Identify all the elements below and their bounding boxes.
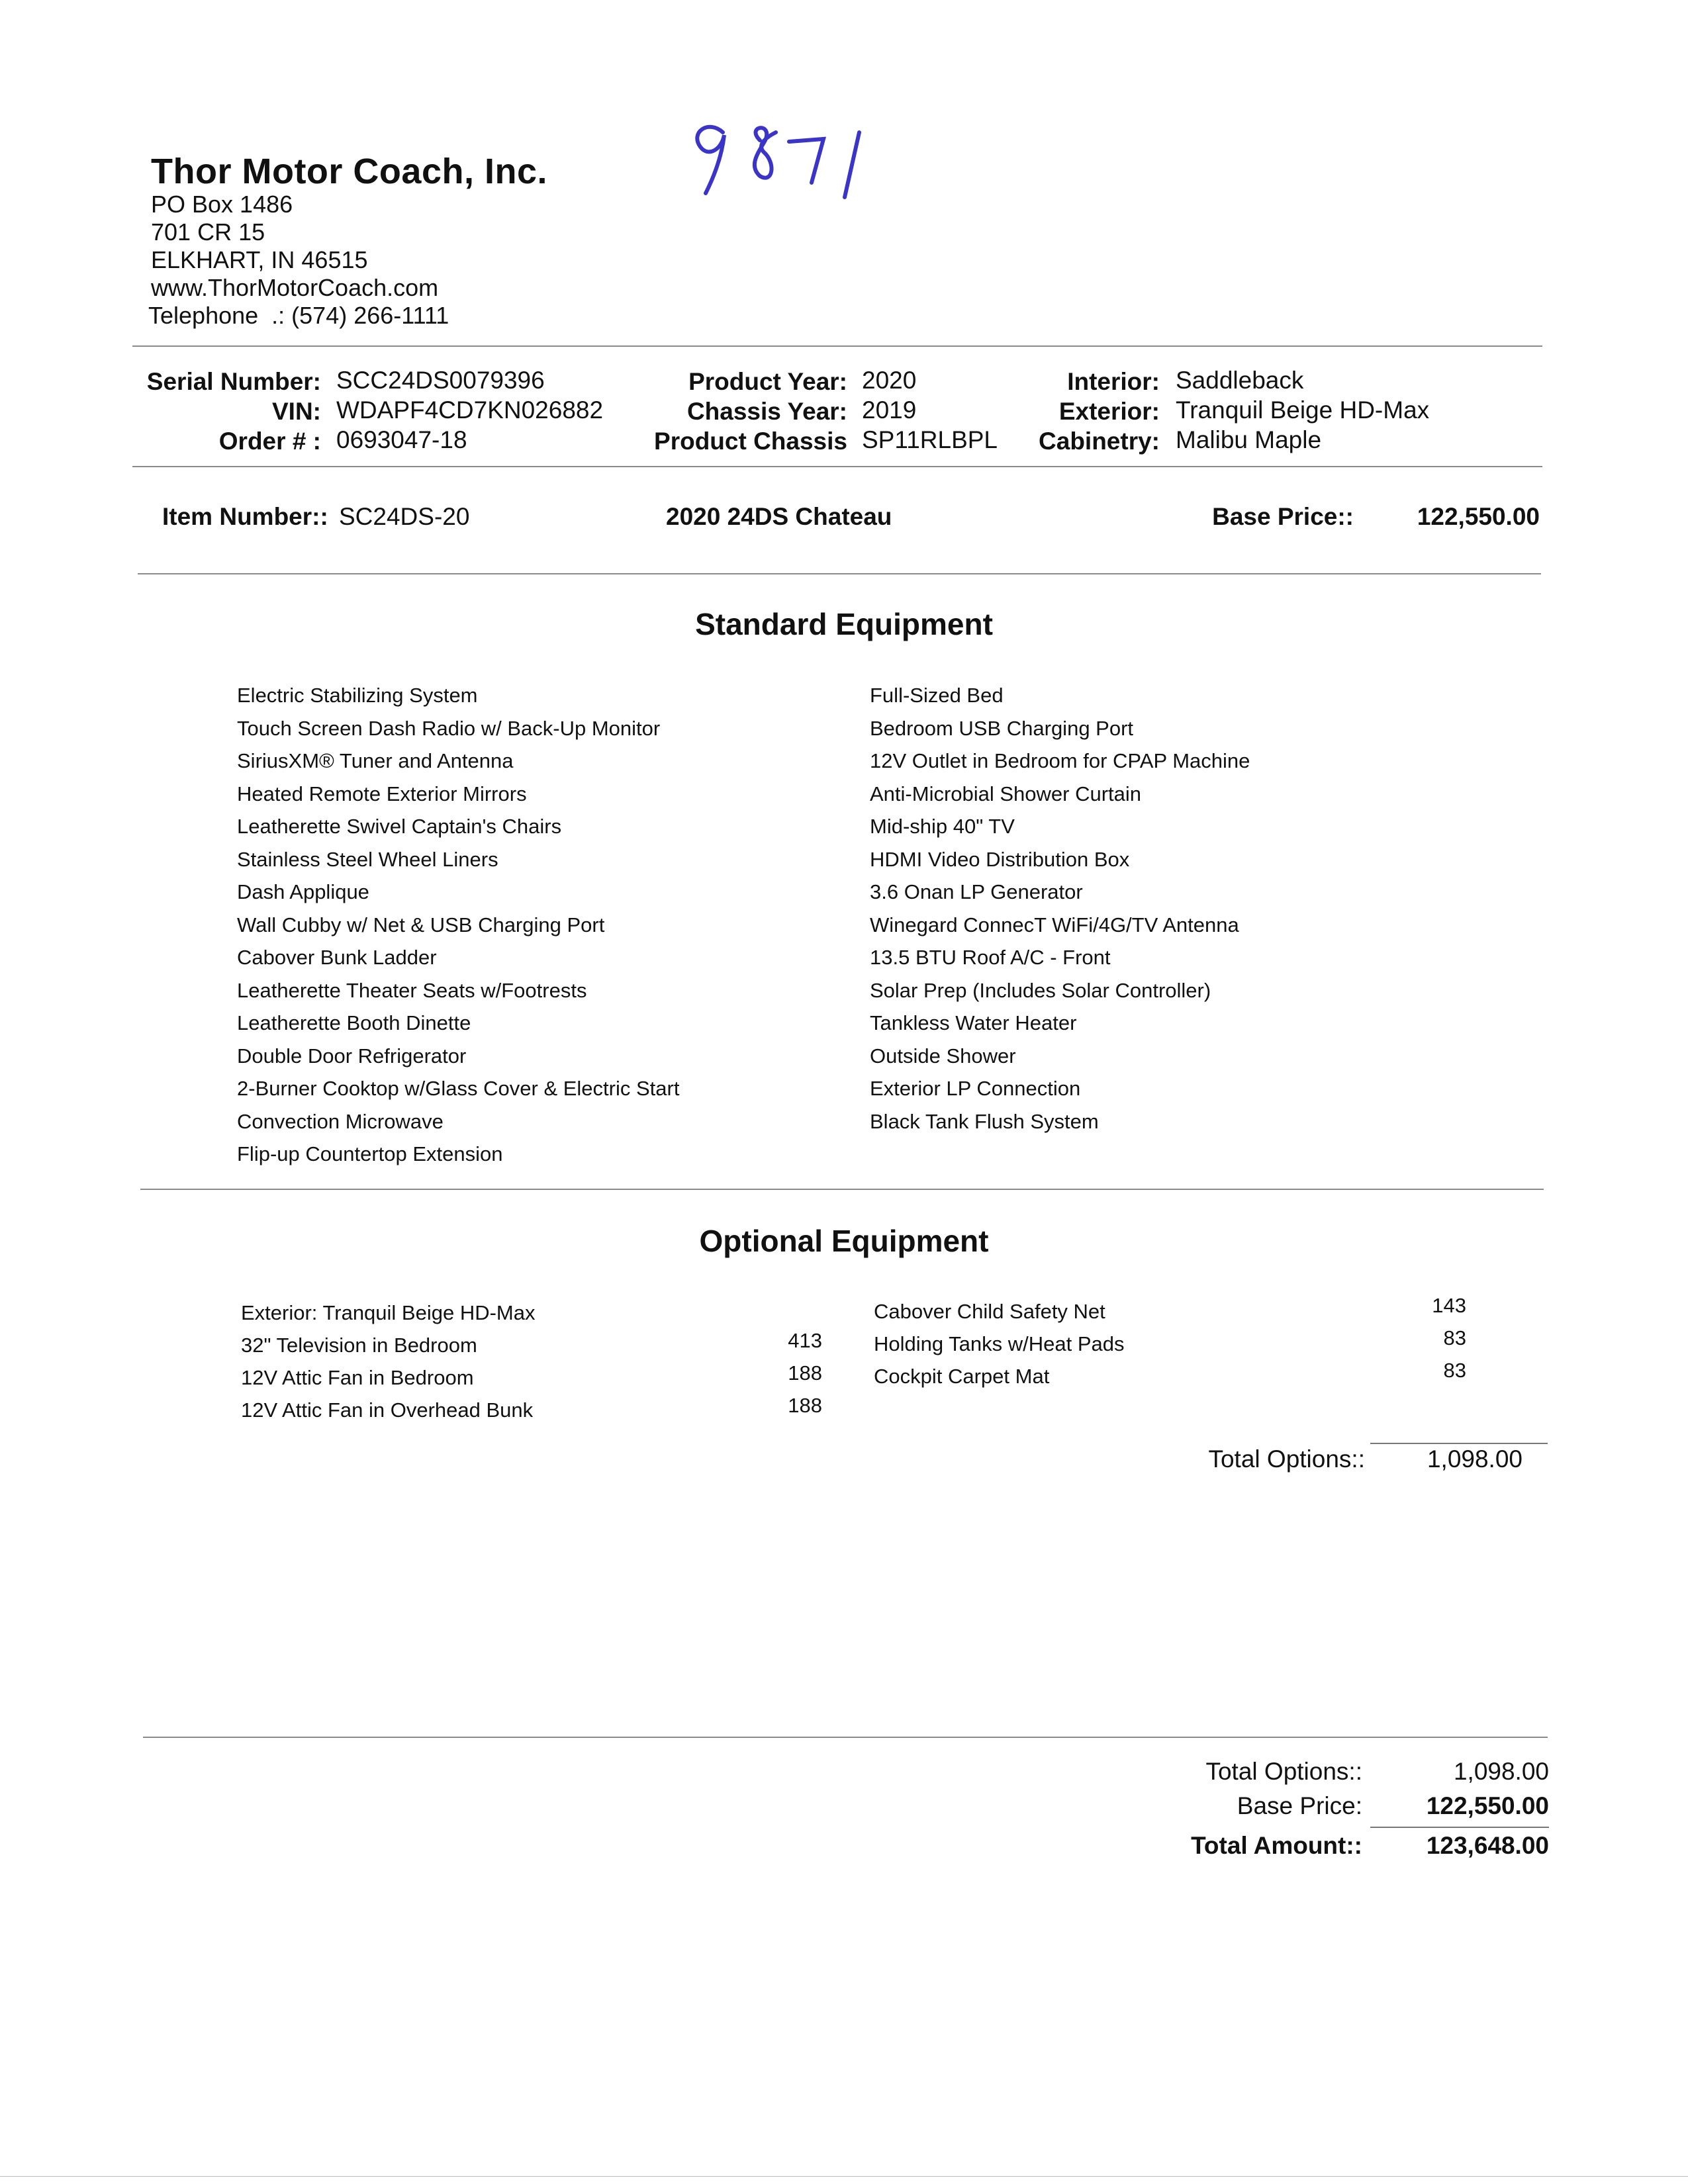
option-item-name: Holding Tanks w/Heat Pads: [874, 1332, 1125, 1355]
divider: [1370, 1443, 1548, 1444]
list-item: 12V Outlet in Bedroom for CPAP Machine: [870, 749, 1250, 772]
item-number-label: Item Number::: [162, 503, 328, 530]
vin-value: WDAPF4CD7KN026882: [336, 396, 604, 424]
summary-base-price-label: Base Price:: [1237, 1792, 1362, 1819]
list-item: Tankless Water Heater: [870, 1011, 1077, 1034]
company-name: Thor Motor Coach, Inc.: [151, 152, 547, 191]
list-item: Bedroom USB Charging Port: [870, 716, 1134, 740]
list-item: Full-Sized Bed: [870, 684, 1004, 707]
list-item: Cabover Bunk Ladder: [237, 946, 437, 969]
option-item-name: Exterior: Tranquil Beige HD-Max: [241, 1301, 536, 1324]
item-number-value: SC24DS-20: [339, 503, 470, 530]
options-total-label: Total Options::: [1208, 1445, 1365, 1473]
standard-equipment-left-list: [237, 679, 679, 1171]
divider: [140, 1189, 1544, 1190]
list-item: 3.6 Onan LP Generator: [870, 880, 1083, 903]
list-item: Mid-ship 40" TV: [870, 815, 1015, 838]
serial-number-value: SCC24DS0079396: [336, 367, 545, 394]
address-line-2: 701 CR 15: [151, 218, 265, 246]
serial-number-label: Serial Number:: [146, 368, 321, 395]
divider: [143, 1737, 1548, 1738]
cabinetry-value: Malibu Maple: [1176, 426, 1322, 453]
list-item: Convection Microwave: [237, 1109, 444, 1133]
address-line-1: PO Box 1486: [151, 191, 293, 218]
exterior-label: Exterior:: [1058, 398, 1160, 425]
base-price-value: 122,550.00: [1417, 503, 1540, 530]
option-item-name: 12V Attic Fan in Bedroom: [241, 1366, 474, 1389]
option-item-price: 188: [788, 1361, 822, 1385]
option-item-price: 188: [788, 1394, 822, 1417]
option-item-price: 143: [1432, 1294, 1466, 1317]
exterior-value: Tranquil Beige HD-Max: [1176, 396, 1430, 424]
list-item: Dash Applique: [237, 880, 369, 903]
list-item: Wall Cubby w/ Net & USB Charging Port: [237, 913, 605, 936]
summary-total-options-label: Total Options::: [1205, 1758, 1362, 1785]
list-item: Leatherette Booth Dinette: [237, 1011, 471, 1034]
standard-equipment-title: Standard Equipment: [695, 607, 993, 641]
handwritten-note: [682, 106, 894, 215]
option-item-name: 32" Television in Bedroom: [241, 1334, 477, 1357]
telephone: Telephone .: (574) 266-1111: [148, 302, 449, 329]
summary-total-amount-label: Total Amount::: [1191, 1832, 1362, 1859]
list-item: Leatherette Swivel Captain's Chairs: [237, 815, 562, 838]
list-item: Anti-Microbial Shower Curtain: [870, 782, 1142, 805]
address-line-3: ELKHART, IN 46515: [151, 246, 368, 273]
summary-total-options-value: 1,098.00: [1453, 1758, 1549, 1785]
order-number-value: 0693047-18: [336, 426, 467, 453]
list-item: 2-Burner Cooktop w/Glass Cover & Electric Start: [237, 1077, 680, 1100]
summary-base-price-value: 122,550.00: [1426, 1792, 1549, 1819]
divider: [132, 466, 1542, 467]
list-item: Electric Stabilizing System: [237, 684, 478, 707]
list-item: SiriusXM® Tuner and Antenna: [237, 749, 514, 772]
chassis-year-label: Chassis Year:: [686, 398, 847, 425]
interior-label: Interior:: [1067, 368, 1160, 395]
options-total-value: 1,098.00: [1427, 1445, 1523, 1473]
list-item: Leatherette Theater Seats w/Footrests: [237, 978, 587, 1002]
list-item: 13.5 BTU Roof A/C - Front: [870, 946, 1111, 969]
interior-value: Saddleback: [1176, 367, 1304, 394]
optional-equipment-title: Optional Equipment: [699, 1224, 989, 1258]
divider: [132, 345, 1542, 347]
option-item-price: 83: [1443, 1359, 1466, 1382]
product-chassis-value: SP11RLBPL: [862, 426, 998, 453]
model-name: 2020 24DS Chateau: [666, 503, 892, 530]
list-item: Flip-up Countertop Extension: [237, 1142, 503, 1165]
list-item: HDMI Video Distribution Box: [870, 847, 1130, 871]
list-item: Double Door Refrigerator: [237, 1044, 467, 1068]
option-item-price: 83: [1443, 1326, 1466, 1349]
standard-equipment-right-list: [870, 679, 1250, 1138]
list-item: Heated Remote Exterior Mirrors: [237, 782, 527, 805]
product-chassis-label: Product Chassis: [654, 428, 847, 455]
chassis-year-value: 2019: [862, 396, 917, 424]
list-item: Touch Screen Dash Radio w/ Back-Up Monitor: [237, 716, 661, 740]
list-item: Outside Shower: [870, 1044, 1016, 1068]
scan-edge-line: [0, 2176, 1688, 2177]
divider: [1370, 1827, 1549, 1828]
list-item: Black Tank Flush System: [870, 1109, 1099, 1133]
option-item-name: Cabover Child Safety Net: [874, 1300, 1105, 1323]
summary-total-amount-value: 123,648.00: [1426, 1832, 1549, 1859]
product-year-label: Product Year:: [688, 368, 847, 395]
option-item-price: 413: [788, 1329, 822, 1352]
divider: [138, 573, 1541, 574]
cabinetry-label: Cabinetry:: [1039, 428, 1160, 455]
order-number-label: Order # :: [218, 428, 321, 455]
list-item: Exterior LP Connection: [870, 1077, 1081, 1100]
website: www.ThorMotorCoach.com: [151, 274, 439, 301]
option-item-name: 12V Attic Fan in Overhead Bunk: [241, 1398, 534, 1422]
list-item: Solar Prep (Includes Solar Controller): [870, 978, 1211, 1002]
product-year-value: 2020: [862, 367, 917, 394]
vin-label: VIN:: [272, 398, 321, 425]
option-item-name: Cockpit Carpet Mat: [874, 1365, 1050, 1388]
list-item: Winegard ConnecT WiFi/4G/TV Antenna: [870, 913, 1239, 936]
base-price-label: Base Price::: [1212, 503, 1354, 530]
list-item: Stainless Steel Wheel Liners: [237, 847, 498, 871]
